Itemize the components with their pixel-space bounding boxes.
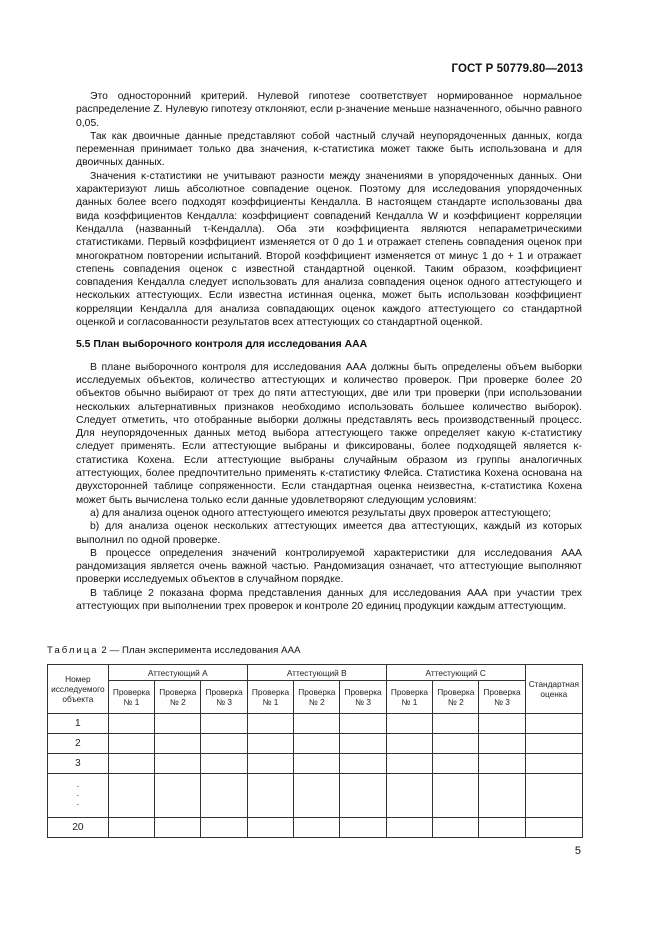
row-number: 20 — [48, 818, 109, 838]
ellipsis-dot: · — [76, 781, 80, 791]
row-ellipsis — [48, 774, 109, 818]
list-item: b) для анализа оценок нескольких аттестующих имеется два аттестующих, каждый из которых выполнил по одной проверке. — [76, 521, 582, 546]
ellipsis-dot: · — [76, 799, 80, 809]
check-header: Проверка № 2 — [155, 681, 201, 714]
ellipsis-dot: · — [76, 790, 80, 800]
paragraph: Это односторонний критерий. Нулевой гипотезе соответствует нормированное нормальное распределение Z. Нулевую гипотезу отклоняют, если p-значение меньше назначенного, обычно равного 0,05. — [76, 91, 582, 129]
group-header-a: Аттестующий А — [108, 665, 247, 681]
table-caption — [47, 645, 301, 656]
paragraph: Значения κ-статистики не учитывают разности между значениями в упорядоченных данных. Они характеризуют лишь абсолютное совпадение оценок. Поэтому для исследования упорядоченных данных более всего подходят коэффициенты Кендалла. В настоящем стандарте использованы два вида коэффициентов Кендалла: коэффициент совпадений Кендалла W и коэффициент корреляции Кендалла (названный τ-Кендалла). Оба эти коэффициента являются непараметрическими статистиками. Первый коэффициент изменяется от 0 до 1 и отражает степень совпадения оценок при многократном повторении испытаний. Второй коэффициент изменяется от минус 1 до + 1 и отражает степень совпадения оценок с известной стандартной оценкой. Таким образом, коэффициент совпадения Кендалла следует использовать для анализа совпадения оценок одного аттестующего и нескольких аттестующих. Если известна истинная оценка, может быть использован коэффициент корреляции Кендалла для анализа совпадающих оценок каждого аттестующего со стандартной оценкой и согласованности результатов всех аттестующих со стандартной оценкой. — [76, 170, 582, 329]
standard-header: ГОСТ Р 50779.80—2013 — [451, 63, 583, 75]
object-number-header: Номер исследуемого объекта — [48, 665, 109, 714]
table-header-row — [48, 665, 583, 681]
check-header: Проверка № 1 — [247, 681, 293, 714]
check-header: Проверка № 1 — [108, 681, 154, 714]
list-item: а) для анализа оценок одного аттестующего имеются результаты двух проверок аттестующего; — [90, 507, 552, 519]
body-text — [76, 90, 582, 613]
check-header: Проверка № 2 — [294, 681, 340, 714]
paragraph: В процессе определения значений контролируемой характеристики для исследования ААА рандомизация является очень важной частью. Рандомизация означает, что аттестующие выполняют проверки исследуемых объектов в случайном порядке. — [76, 547, 582, 586]
paragraph: Так как двоичные данные представляют собой частный случай неупорядоченных данных, когда переменная принимает только два значения, κ-статистика может также быть использована и для двоичных данных. — [76, 130, 582, 169]
table-subheader-row — [48, 681, 583, 714]
table-row — [48, 734, 583, 754]
check-header: Проверка № 3 — [479, 681, 525, 714]
page-number: 5 — [574, 845, 581, 857]
table-caption-label: Таблица — [47, 645, 99, 656]
group-header-c: Аттестующий С — [386, 665, 525, 681]
paragraph: В таблице 2 показана форма представления данных для исследования ААА при участии трех аттестующих при выполнении трех проверок и контроле 20 единиц продукции каждым аттестующим. — [76, 587, 582, 612]
table-row — [48, 818, 583, 838]
table-row-ellipsis — [48, 774, 583, 818]
row-number: 2 — [48, 734, 109, 754]
table-caption-text: 2 — План эксперимента исследования ААА — [98, 645, 301, 656]
table-row — [48, 714, 583, 734]
check-header: Проверка № 1 — [386, 681, 432, 714]
row-number: 1 — [48, 714, 109, 734]
standard-score-header: Стандартная оценка — [525, 665, 582, 714]
table-row — [48, 754, 583, 774]
paragraph: В плане выборочного контроля для исследования ААА должны быть определены объем выборки исследуемых объектов, количество аттестующих и количество проверок. При проверке более 20 объектов обычно выбирают от трех до пяти аттестующих, две или три проверки (при использовании нескольких альтернативных признаков необходимо использовать большее количество выборок). Следует отметить, что отобранные выборки должны представлять весь производственный процесс. Для неупорядоченных данных метод выбора аттестующего также определяет какую κ-статистику следует применять. Если аттестующие выбраны и фиксированы, более подходящей является κ-статистика Кохена. Если аттестующие выбраны случайным образом из группы аналогичных аттестующих, более предпочтительно применять κ-статистику Флейса. Статистика Кохена основана на двухсторонней таблице сопряженности. Если стандартная оценка неизвестна, κ-статистика Кохена может быть вычислена только если данные удовлетворяют следующим условиям: — [76, 361, 582, 506]
check-header: Проверка № 3 — [201, 681, 247, 714]
experiment-plan-table — [47, 664, 583, 838]
section-heading: 5.5 План выборочного контроля для исследования ААА — [76, 339, 368, 351]
check-header: Проверка № 2 — [433, 681, 479, 714]
row-number: 3 — [48, 754, 109, 774]
check-header: Проверка № 3 — [340, 681, 386, 714]
group-header-b: Аттестующий В — [247, 665, 386, 681]
